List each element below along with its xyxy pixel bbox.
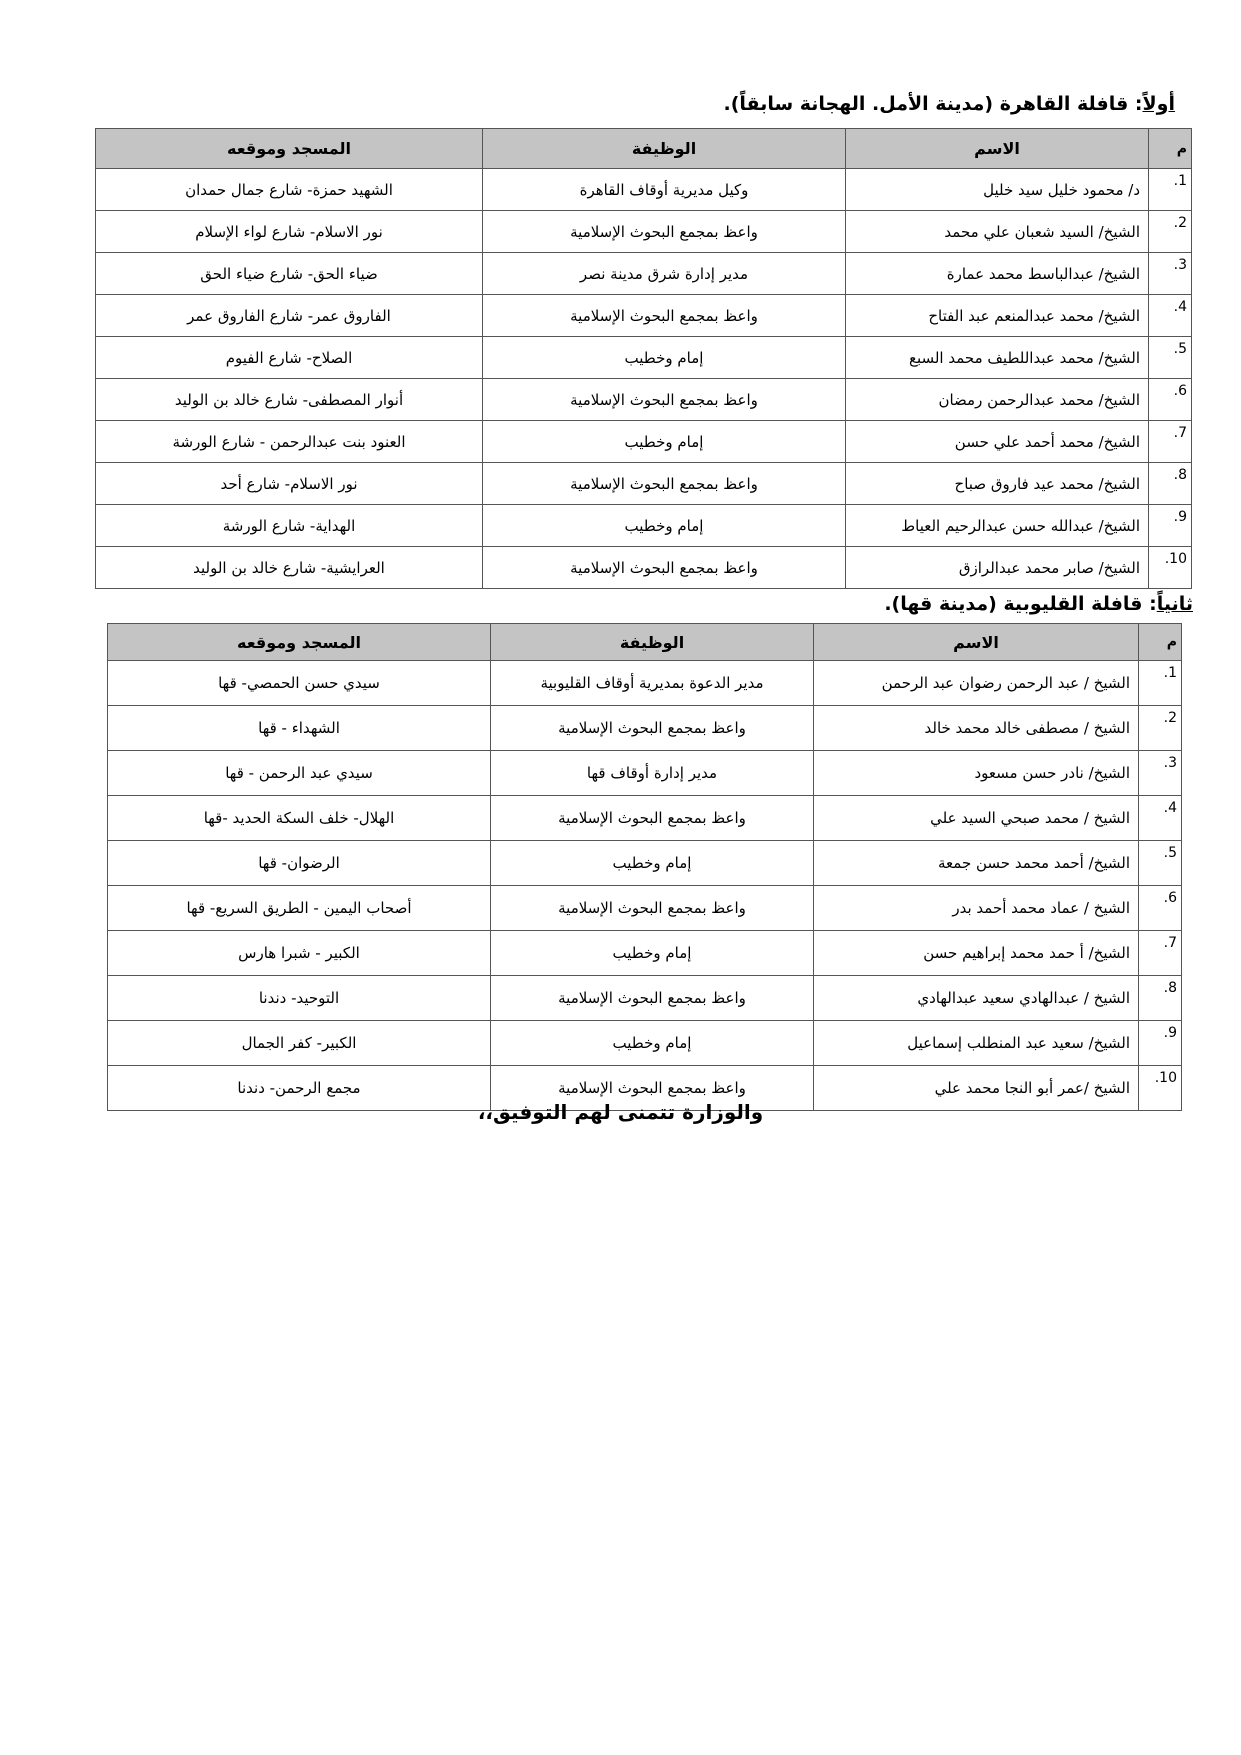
- header-mosque: المسجد وموقعه: [108, 624, 491, 661]
- row-number: 9.: [1149, 505, 1192, 547]
- section-1-heading: [723, 93, 1175, 115]
- header-mosque: المسجد وموقعه: [96, 129, 483, 169]
- row-number: 9.: [1139, 1021, 1182, 1066]
- table-header-row: [108, 624, 1182, 661]
- row-name: الشيخ / مصطفى خالد محمد خالد: [814, 706, 1139, 751]
- header-number: م: [1139, 624, 1182, 661]
- table-row: [108, 976, 1182, 1021]
- row-name: د/ محمود خليل سيد خليل: [846, 169, 1149, 211]
- row-number: 10.: [1149, 547, 1192, 589]
- row-job: إمام وخطيب: [491, 931, 814, 976]
- section-1-table: [95, 128, 1192, 589]
- row-job: إمام وخطيب: [483, 421, 846, 463]
- row-number: 8.: [1149, 463, 1192, 505]
- row-number: 1.: [1149, 169, 1192, 211]
- table-row: [96, 337, 1192, 379]
- section-1-heading-lead: أولاً: [1142, 93, 1175, 115]
- row-mosque: سيدي عبد الرحمن - قها: [108, 751, 491, 796]
- row-job: مدير إدارة شرق مدينة نصر: [483, 253, 846, 295]
- table-row: [96, 505, 1192, 547]
- row-number: 7.: [1139, 931, 1182, 976]
- table-row: [108, 931, 1182, 976]
- section-2-heading-lead: ثانياً: [1156, 593, 1193, 615]
- table-row: [96, 379, 1192, 421]
- row-mosque: أصحاب اليمين - الطريق السريع- قها: [108, 886, 491, 931]
- row-number: 6.: [1139, 886, 1182, 931]
- row-number: 4.: [1149, 295, 1192, 337]
- section-2-rows: [108, 661, 1182, 1111]
- table-row: [96, 547, 1192, 589]
- row-mosque: التوحيد- دندنا: [108, 976, 491, 1021]
- section-2-heading-text: : قافلة القليوبية: [996, 593, 1157, 615]
- row-mosque: الشهيد حمزة- شارع جمال حمدان: [96, 169, 483, 211]
- row-job: واعظ بمجمع البحوث الإسلامية: [491, 1066, 814, 1111]
- row-job: واعظ بمجمع البحوث الإسلامية: [483, 295, 846, 337]
- row-mosque: الصلاح- شارع الفيوم: [96, 337, 483, 379]
- table-row: [108, 751, 1182, 796]
- row-job: واعظ بمجمع البحوث الإسلامية: [483, 547, 846, 589]
- row-number: 8.: [1139, 976, 1182, 1021]
- table-row: [108, 1021, 1182, 1066]
- row-mosque: الكبير- كفر الجمال: [108, 1021, 491, 1066]
- row-job: واعظ بمجمع البحوث الإسلامية: [483, 211, 846, 253]
- row-mosque: الكبير - شبرا هارس: [108, 931, 491, 976]
- section-2-heading: [884, 593, 1193, 615]
- row-number: 2.: [1149, 211, 1192, 253]
- row-number: 5.: [1149, 337, 1192, 379]
- row-number: 1.: [1139, 661, 1182, 706]
- row-name: الشيخ/ محمد عبدالرحمن رمضان: [846, 379, 1149, 421]
- row-number: 4.: [1139, 796, 1182, 841]
- header-name: الاسم: [814, 624, 1139, 661]
- row-mosque: نور الاسلام- شارع أحد: [96, 463, 483, 505]
- header-name: الاسم: [846, 129, 1149, 169]
- row-number: 6.: [1149, 379, 1192, 421]
- table-row: [96, 211, 1192, 253]
- table-row: [96, 169, 1192, 211]
- table-header-row: [96, 129, 1192, 169]
- row-name: الشيخ/ محمد عبداللطيف محمد السبع: [846, 337, 1149, 379]
- row-name: الشيخ/ أ حمد محمد إبراهيم حسن: [814, 931, 1139, 976]
- row-job: إمام وخطيب: [483, 505, 846, 547]
- row-mosque: نور الاسلام- شارع لواء الإسلام: [96, 211, 483, 253]
- row-job: إمام وخطيب: [491, 1021, 814, 1066]
- table-row: [108, 661, 1182, 706]
- section-2-heading-location: (مدينة قها).: [884, 593, 997, 615]
- row-job: واعظ بمجمع البحوث الإسلامية: [491, 706, 814, 751]
- section-1-rows: [96, 169, 1192, 589]
- section-2-table: [107, 623, 1182, 1111]
- row-name: الشيخ/ عبدالباسط محمد عمارة: [846, 253, 1149, 295]
- table-row: [108, 886, 1182, 931]
- row-number: 2.: [1139, 706, 1182, 751]
- row-job: واعظ بمجمع البحوث الإسلامية: [483, 463, 846, 505]
- row-mosque: مجمع الرحمن- دندنا: [108, 1066, 491, 1111]
- table-row: [108, 796, 1182, 841]
- closing-remark: والوزارة تتمنى لهم التوفيق،،: [477, 1100, 764, 1124]
- row-name: الشيخ / عماد محمد أحمد بدر: [814, 886, 1139, 931]
- table-row: [96, 295, 1192, 337]
- row-mosque: الفاروق عمر- شارع الفاروق عمر: [96, 295, 483, 337]
- row-name: الشيخ /عمر أبو النجا محمد علي: [814, 1066, 1139, 1111]
- row-mosque: ضياء الحق- شارع ضياء الحق: [96, 253, 483, 295]
- row-name: الشيخ/ محمد عبدالمنعم عبد الفتاح: [846, 295, 1149, 337]
- section-1-heading-location: (مدينة الأمل. الهجانة سابقاً).: [723, 93, 994, 115]
- row-mosque: الشهداء - قها: [108, 706, 491, 751]
- row-job: واعظ بمجمع البحوث الإسلامية: [491, 976, 814, 1021]
- row-mosque: العنود بنت عبدالرحمن - شارع الورشة: [96, 421, 483, 463]
- row-mosque: الهلال- خلف السكة الحديد -قها: [108, 796, 491, 841]
- row-name: الشيخ/ محمد أحمد علي حسن: [846, 421, 1149, 463]
- row-number: 10.: [1139, 1066, 1182, 1111]
- row-mosque: أنوار المصطفى- شارع خالد بن الوليد: [96, 379, 483, 421]
- table-row: [96, 421, 1192, 463]
- row-name: الشيخ/ سعيد عبد المنطلب إسماعيل: [814, 1021, 1139, 1066]
- row-name: الشيخ / عبدالهادي سعيد عبدالهادي: [814, 976, 1139, 1021]
- row-number: 3.: [1149, 253, 1192, 295]
- row-name: الشيخ/ صابر محمد عبدالرازق: [846, 547, 1149, 589]
- header-job: الوظيفة: [491, 624, 814, 661]
- row-job: واعظ بمجمع البحوث الإسلامية: [491, 796, 814, 841]
- row-mosque: العرايشية- شارع خالد بن الوليد: [96, 547, 483, 589]
- row-job: إمام وخطيب: [491, 841, 814, 886]
- row-job: مدير إدارة أوقاف قها: [491, 751, 814, 796]
- table-row: [108, 841, 1182, 886]
- row-job: واعظ بمجمع البحوث الإسلامية: [491, 886, 814, 931]
- header-job: الوظيفة: [483, 129, 846, 169]
- row-job: مدير الدعوة بمديرية أوقاف القليوبية: [491, 661, 814, 706]
- table-row: [96, 463, 1192, 505]
- table-row: [96, 253, 1192, 295]
- row-number: 3.: [1139, 751, 1182, 796]
- row-name: الشيخ / عبد الرحمن رضوان عبد الرحمن: [814, 661, 1139, 706]
- row-mosque: الهداية- شارع الورشة: [96, 505, 483, 547]
- row-name: الشيخ/ السيد شعبان علي محمد: [846, 211, 1149, 253]
- row-name: الشيخ/ محمد عيد فاروق صباح: [846, 463, 1149, 505]
- row-mosque: سيدي حسن الحمصي- قها: [108, 661, 491, 706]
- row-number: 5.: [1139, 841, 1182, 886]
- header-number: م: [1149, 129, 1192, 169]
- row-name: الشيخ/ أحمد محمد حسن جمعة: [814, 841, 1139, 886]
- row-name: الشيخ/ نادر حسن مسعود: [814, 751, 1139, 796]
- table-row: [108, 706, 1182, 751]
- row-name: الشيخ/ عبدالله حسن عبدالرحيم العياط: [846, 505, 1149, 547]
- section-1-heading-text: : قافلة القاهرة: [993, 93, 1143, 115]
- row-number: 7.: [1149, 421, 1192, 463]
- row-job: إمام وخطيب: [483, 337, 846, 379]
- row-job: وكيل مديرية أوقاف القاهرة: [483, 169, 846, 211]
- row-job: واعظ بمجمع البحوث الإسلامية: [483, 379, 846, 421]
- row-mosque: الرضوان- قها: [108, 841, 491, 886]
- row-name: الشيخ / محمد صبحي السيد علي: [814, 796, 1139, 841]
